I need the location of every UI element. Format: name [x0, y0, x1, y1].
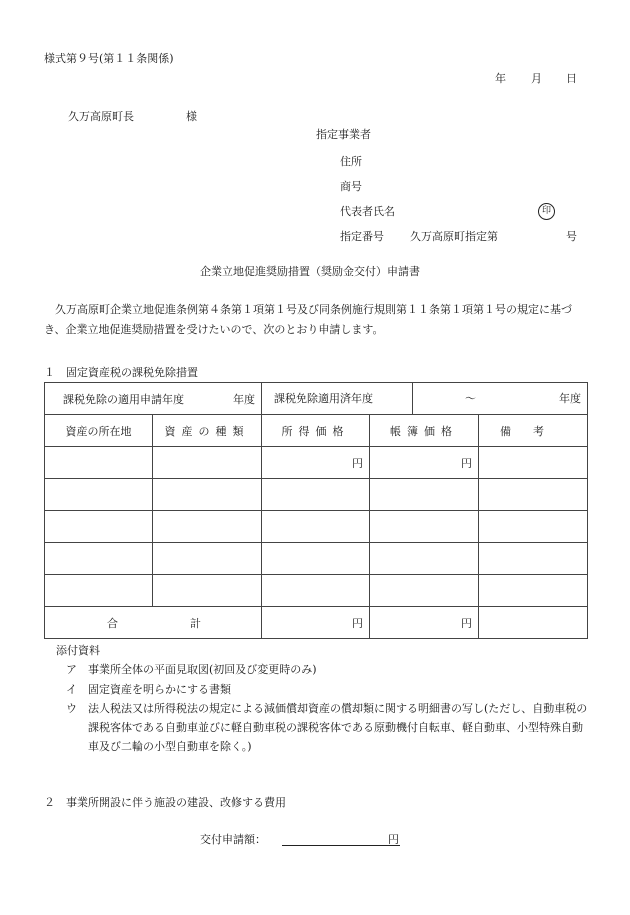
table-row [45, 511, 588, 543]
col-book-value: 帳簿価格 [370, 415, 479, 447]
section2-heading: ２ 事業所開設に伴う施設の建設、改修する費用 [44, 796, 286, 809]
attachment-item [66, 680, 231, 699]
seal-mark: 印 [538, 203, 555, 220]
section1-heading: １ 固定資産税の課税免除措置 [44, 366, 198, 379]
attachment-text: 固定資産を明らかにする書類 [88, 683, 231, 696]
attachment-item [66, 660, 317, 679]
asset-table [44, 382, 588, 639]
attachment-mark: イ [66, 683, 77, 696]
addressee-honorific: 様 [186, 110, 197, 123]
tax-year-row [45, 383, 588, 415]
applied-year-unit: 年度 [233, 392, 255, 406]
table-row [45, 447, 588, 479]
table-row [45, 479, 588, 511]
attachment-text: 事業所全体の平面見取図(初回及び変更時のみ) [88, 663, 317, 676]
attachment-mark: ア [66, 663, 77, 676]
applied-done-range: ～ [465, 392, 476, 405]
total-label-1: 合 [107, 616, 118, 630]
document-body: 久万高原町企業立地促進条例第４条第１項第１号及び同条例施行規則第１１条第１項第１号の規定に基づき、企業立地促進奨励措置を受けたいので、次のとおり申請します。 [44, 303, 572, 336]
table-row [45, 575, 588, 607]
total-row [45, 607, 588, 639]
col-remarks: 備考 [479, 415, 588, 447]
yen-unit: 円 [370, 607, 479, 639]
date-day: 日 [566, 72, 577, 85]
designation-prefix: 久万高原町指定第 [410, 230, 498, 243]
document-title: 企業立地促進奨励措置（奨励金交付）申請書 [200, 265, 420, 278]
amount-unit: 円 [388, 833, 399, 846]
form-number: 様式第９号(第１１条関係) [44, 52, 174, 65]
addressee-name: 久万高原町長 [68, 110, 134, 123]
date-month: 月 [531, 72, 542, 85]
date-year: 年 [495, 72, 506, 85]
yen-unit: 円 [370, 447, 479, 479]
attachments-heading: 添付資料 [56, 644, 100, 657]
column-header-row [45, 415, 588, 447]
col-type: 資産の種類 [153, 415, 262, 447]
amount-label: 交付申請額： [200, 833, 266, 846]
representative-label: 代表者氏名 [340, 205, 395, 218]
yen-unit: 円 [262, 447, 370, 479]
col-acquisition-price: 所得価格 [262, 415, 370, 447]
col-location: 資産の所在地 [45, 415, 153, 447]
amount-field[interactable] [282, 845, 400, 846]
designation-suffix: 号 [566, 230, 577, 243]
applied-year-label: 課税免除の適用申請年度 [63, 392, 184, 406]
attachment-text: 法人税法又は所得税法の規定による減価償却資産の償却類に関する明細書の写し(ただし、自動車税の課税客体である自動車並びに軽自動車税の課税客体である原動機付自転車、軽自動車、小型特殊自動車及び二輪の小型自動車を除く。) [88, 702, 588, 753]
applied-done-label: 課税免除適用済年度 [262, 383, 413, 414]
applicant-title: 指定事業者 [316, 128, 371, 141]
total-label-2: 計 [190, 616, 201, 630]
attachment-item [66, 699, 588, 756]
attachment-mark: ウ [66, 702, 77, 715]
table-row [45, 543, 588, 575]
applied-done-unit: 年度 [559, 392, 581, 405]
yen-unit: 円 [262, 607, 370, 639]
trade-name-label: 商号 [340, 180, 362, 193]
designation-label: 指定番号 [340, 230, 384, 243]
address-label: 住所 [340, 155, 362, 168]
